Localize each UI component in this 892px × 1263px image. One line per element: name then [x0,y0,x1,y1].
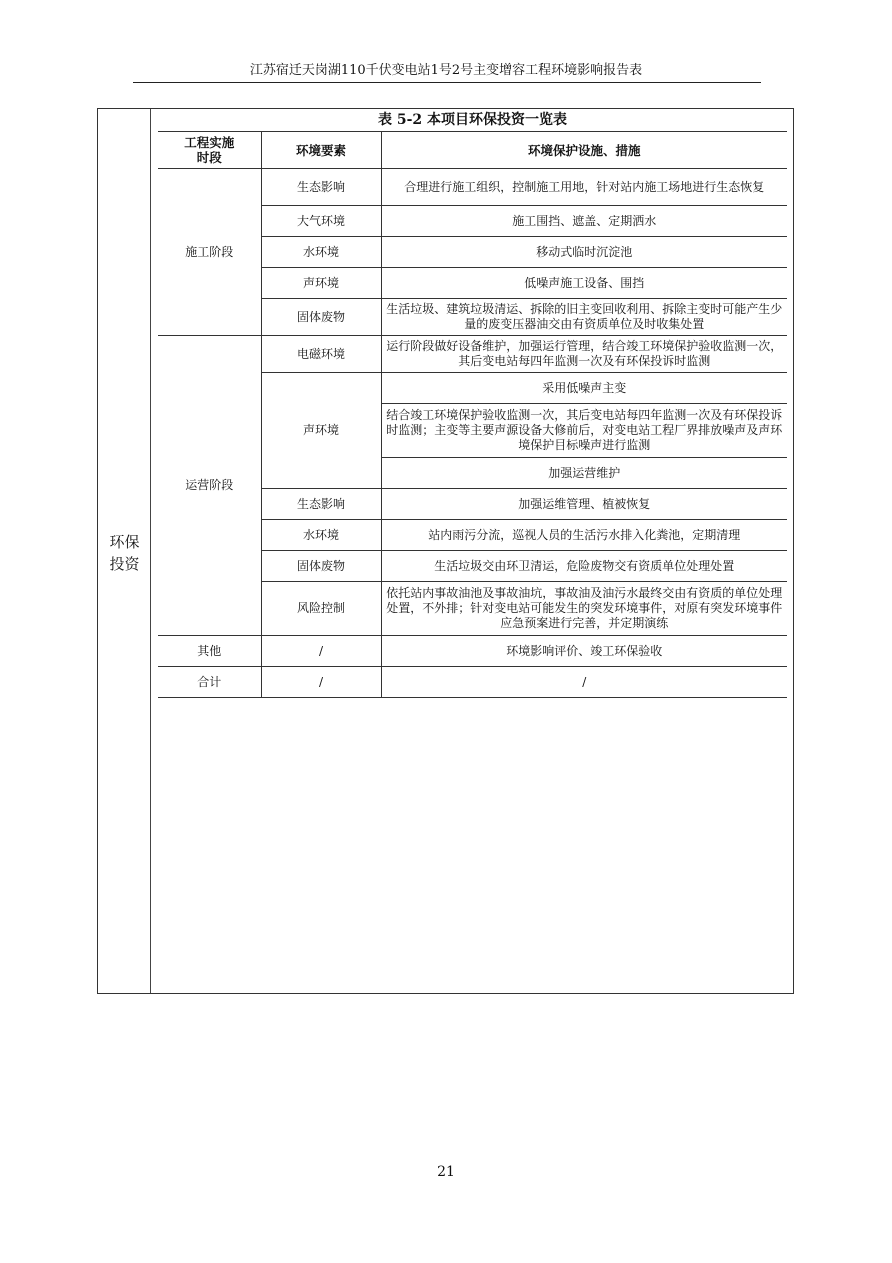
element-cell: 声环境 [261,373,381,489]
measure-cell: 施工围挡、遮盖、定期洒水 [381,206,787,237]
measure-cell: 采用低噪声主变 [381,373,787,404]
header-phase: 工程实施 时段 [158,132,261,169]
measure-cell: 结合竣工环境保护验收监测一次，其后变电站每四年监测一次及有环保投诉时监测；主变等主要声源设备大修前后，对变电站工程厂界排放噪声及声环境保护目标噪声进行监测 [381,404,787,458]
measure-cell: 依托站内事故油池及事故油坑，事故油及油污水最终交由有资质的单位处理处置，不外排；针对变电站可能发生的突发环境事件，对原有突发环境事件应急预案进行完善，并定期演练 [381,582,787,636]
page-number: 21 [437,1164,455,1180]
element-cell: / [261,636,381,667]
measure-cell: 生活垃圾、建筑垃圾清运、拆除的旧主变回收利用、拆除主变时可能产生少量的废变压器油交由有资质单位及时收集处置 [381,299,787,336]
table-header-row [158,132,787,169]
measure-cell: 低噪声施工设备、围挡 [381,268,787,299]
table-row [158,169,787,206]
header-element: 环境要素 [261,132,381,169]
section-label-line-2: 投资 [109,555,140,573]
table-row [158,667,787,698]
element-cell: 水环境 [261,520,381,551]
table-caption: 表 5-2 本项目环保投资一览表 [377,112,568,128]
element-cell: 大气环境 [261,206,381,237]
measure-cell: 加强运营维护 [381,458,787,489]
document-header-title: 江苏宿迁天岗湖110千伏变电站1号2号主变增容工程环境影响报告表 [249,63,643,78]
section-label [98,531,151,575]
table-row [158,336,787,373]
element-cell: 固体废物 [261,551,381,582]
measure-cell: 移动式临时沉淀池 [381,237,787,268]
phase-total: 合计 [158,667,261,698]
element-cell: / [261,667,381,698]
element-cell: 生态影响 [261,489,381,520]
element-cell: 生态影响 [261,169,381,206]
element-cell: 电磁环境 [261,336,381,373]
measure-cell: 运行阶段做好设备维护，加强运行管理，结合竣工环境保护验收监测一次，其后变电站每四年监测一次及有环保投诉时监测 [381,336,787,373]
phase-construction: 施工阶段 [158,169,261,336]
measure-cell: 环境影响评价、竣工环保验收 [381,636,787,667]
environmental-investment-table [158,131,787,698]
table-row [158,636,787,667]
measure-cell: / [381,667,787,698]
element-cell: 水环境 [261,237,381,268]
measure-cell: 站内雨污分流，巡视人员的生活污水排入化粪池，定期清理 [381,520,787,551]
measure-cell: 生活垃圾交由环卫清运，危险废物交有资质单位处理处置 [381,551,787,582]
element-cell: 声环境 [261,268,381,299]
measure-cell: 合理进行施工组织，控制施工用地，针对站内施工场地进行生态恢复 [381,169,787,206]
measure-cell: 加强运维管理、植被恢复 [381,489,787,520]
element-cell: 固体废物 [261,299,381,336]
phase-other: 其他 [158,636,261,667]
section-label-line-1: 环保 [109,533,140,551]
phase-operation: 运营阶段 [158,336,261,636]
header-measure: 环境保护设施、措施 [381,132,787,169]
section-label-column [98,109,151,993]
header-rule [133,82,761,83]
element-cell: 风险控制 [261,582,381,636]
